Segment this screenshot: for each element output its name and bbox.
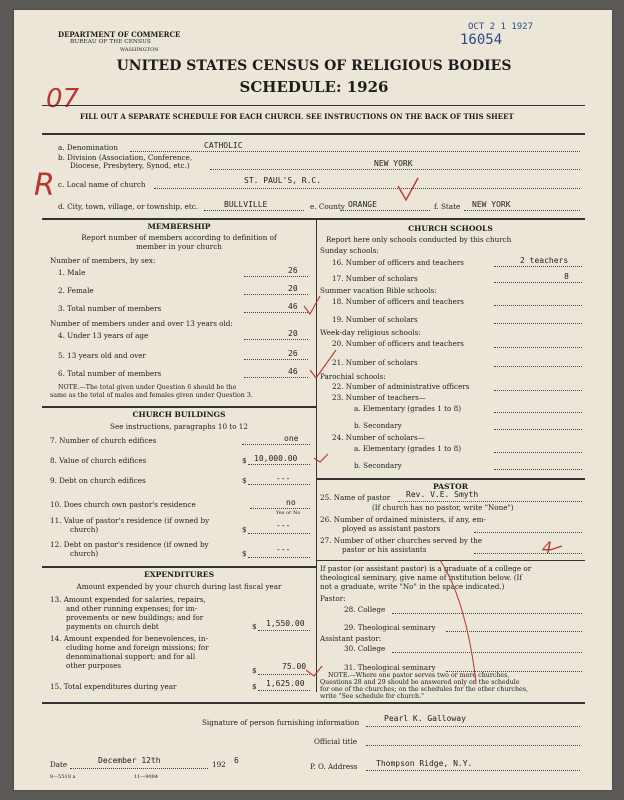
date-label: Date [50, 760, 68, 769]
signature-field[interactable]: Pearl K. Galloway [384, 714, 466, 723]
pastor-name-field[interactable]: Rev. V.E. Smyth [406, 490, 479, 499]
q31-label: 31. Theological seminary [344, 663, 436, 672]
q24a-label: a. Elementary (grades 1 to 8) [354, 444, 461, 453]
q5-label: 5. 13 years old and over [58, 351, 146, 360]
q14-dollar: $ [252, 666, 257, 675]
pastor-sub-label: Pastor: [320, 594, 346, 603]
red-diagonal-line [440, 560, 476, 682]
q27-label: 27. Number of other churches served by the [320, 536, 483, 545]
q11-value-field[interactable]: --- [276, 521, 291, 530]
membership-intro-2: member in your church [136, 242, 222, 251]
q14-label-4: other purposes [66, 661, 122, 670]
by-sex-label: Number of members, by sex: [50, 256, 156, 265]
expenditures-sub: Amount expended by your church during last fiscal year [76, 582, 282, 591]
buildings-sub: See instructions, paragraphs 10 to 12 [110, 422, 248, 431]
po-address-label: P. O. Address [310, 762, 358, 771]
official-title-label: Official title [314, 737, 358, 746]
q13-dollar: $ [252, 622, 257, 631]
q7-edifices-field[interactable]: one [284, 434, 299, 443]
schools-sub: Report here only schools conducted by this church [326, 235, 512, 244]
q8-label: 8. Value of church edifices [50, 456, 147, 465]
denomination-field[interactable]: CATHOLIC [204, 141, 243, 150]
q23-label: 23. Number of teachers— [332, 393, 426, 402]
yes-no-hint: Yes or No [276, 510, 301, 516]
summer-label: Summer vacation Bible schools: [320, 286, 437, 295]
q28-label: 28. College [344, 605, 386, 614]
q10-residence-field[interactable]: no [286, 498, 296, 507]
q18-label: 18. Number of officers and teachers [332, 297, 464, 306]
q1-male-field[interactable]: 26 [288, 266, 298, 275]
buildings-heading: CHURCH BUILDINGS [132, 410, 226, 419]
sunday-label: Sunday schools: [320, 246, 379, 255]
q12-label: 12. Debt on pastor's residence (if owned by [50, 540, 209, 549]
q13-label-3: provements or new buildings; and for [66, 613, 204, 622]
form-title: UNITED STATES CENSUS OF RELIGIOUS BODIES [116, 58, 512, 74]
q25-note: (If church has no pastor, write "None") [372, 503, 514, 512]
form-number: 8—5518 a [50, 774, 76, 780]
q19-label: 19. Number of scholars [332, 315, 418, 324]
q4-under-13-field[interactable]: 20 [288, 329, 298, 338]
q12-label-2: church) [70, 549, 99, 558]
q16-label: 16. Number of officers and teachers [332, 258, 464, 267]
q5-over-13-field[interactable]: 26 [288, 349, 298, 358]
q9-dollar: $ [242, 476, 247, 485]
q15-label: 15. Total expenditures during year [50, 682, 177, 691]
red-marking: 07 [46, 84, 80, 114]
value-check-mark [314, 454, 328, 462]
q12-debt-field[interactable]: --- [276, 545, 291, 554]
q11-dollar: $ [242, 525, 247, 534]
q2-label: 2. Female [58, 286, 94, 295]
division-label-2: Diocese, Presbytery, Synod, etc.) [70, 161, 190, 170]
age-intro-label: Number of members under and over 13 years old: [50, 319, 233, 328]
pastor-note-2: Questions 28 and 29 should be answered only on the schedule [320, 679, 520, 686]
serial-number-stamp: 16054 [460, 32, 503, 48]
membership-note-2: same as the total of males and females given under Question 3. [50, 392, 253, 399]
county-check-mark [398, 178, 418, 200]
q13-label-4: payments on church debt [66, 622, 159, 631]
county-field[interactable]: ORANGE [348, 200, 377, 209]
q22-label: 22. Number of administrative officers [332, 382, 470, 391]
q30-label: 30. College [344, 644, 386, 653]
received-stamp-date: OCT 2 1 1927 [468, 22, 534, 32]
parochial-label: Parochial schools: [320, 372, 386, 381]
print-number: 11—9084 [134, 774, 159, 780]
q8-dollar: $ [242, 456, 247, 465]
assistant-sub-label: Assistant pastor: [320, 634, 382, 643]
county-label: e. County [310, 202, 345, 211]
q6-total-field[interactable]: 46 [288, 367, 298, 376]
q27-label-2: pastor or his assistants [342, 545, 427, 554]
q12-dollar: $ [242, 549, 247, 558]
instruction-line: FILL OUT A SEPARATE SCHEDULE FOR EACH CHURCH. SEE INSTRUCTIONS ON THE BACK OF THIS SHEET [80, 112, 514, 121]
denomination-label: a. Denomination [58, 143, 118, 152]
church-name-label: c. Local name of church [58, 180, 146, 189]
bureau-label: BUREAU OF THE CENSUS [70, 39, 151, 45]
red-r-marking: R [34, 168, 55, 203]
q27-field[interactable]: 4 [542, 538, 553, 557]
q3-label: 3. Total number of members [58, 304, 162, 313]
q15-total-field[interactable]: 1,625.00 [266, 679, 305, 688]
q14-amount-field[interactable]: 75.00 [282, 662, 307, 671]
q25-label: 25. Name of pastor [320, 493, 391, 502]
q10-label: 10. Does church own pastor's residence [50, 500, 196, 509]
q16-field[interactable]: 2 teachers [520, 256, 569, 265]
church-name-field[interactable]: ST. PAUL'S, R.C. [244, 176, 322, 185]
q6-label: 6. Total number of members [58, 369, 162, 378]
expenditures-heading: EXPENDITURES [143, 570, 215, 579]
pastor-heading: PASTOR [432, 482, 469, 491]
q17-label: 17. Number of scholars [332, 274, 418, 283]
pastor-note-4: write "See schedule for church." [320, 693, 424, 700]
signature-label: Signature of person furnishing information [202, 718, 360, 727]
q11-label-2: church) [70, 525, 99, 534]
q1-label: 1. Male [58, 268, 86, 277]
membership-intro: Report number of members according to definition of [81, 233, 277, 242]
po-address-field[interactable]: Thompson Ridge, N.Y. [376, 759, 473, 768]
q24-label: 24. Number of scholars— [332, 433, 425, 442]
q13-label-2: and other running expenses; for im- [66, 604, 198, 613]
year-field[interactable]: 6 [234, 756, 239, 765]
city-town-field[interactable]: BULLVILLE [224, 200, 268, 209]
division-label: b. Division (Association, Conference, [58, 153, 193, 162]
division-field[interactable]: NEW YORK [374, 159, 413, 168]
q9-debt-field[interactable]: --- [276, 474, 291, 483]
graduate-note: If pastor (or assistant pastor) is a graduate of a college or [320, 564, 532, 573]
pastor-check-mark [550, 546, 562, 550]
q7-label: 7. Number of church edifices [50, 436, 157, 445]
red-pencil-marks [14, 10, 612, 790]
q8-value-field[interactable]: 10,000.00 [254, 454, 298, 463]
q13-amount-field[interactable]: 1,550.00 [266, 619, 305, 628]
q24b-label: b. Secondary [354, 461, 402, 470]
q23b-label: b. Secondary [354, 421, 402, 430]
q3-total-field[interactable]: 46 [288, 302, 298, 311]
q29-label: 29. Theological seminary [344, 623, 436, 632]
q26-label: 26. Number of ordained ministers, if any, em- [320, 515, 486, 524]
pastor-note-3: for one of the churches; on the schedules for the other churches, [320, 686, 528, 693]
schedule-title: SCHEDULE: 1926 [239, 78, 389, 96]
q13-label: 13. Amount expended for salaries, repairs, [50, 595, 206, 604]
q21-label: 21. Number of scholars [332, 358, 418, 367]
q2-female-field[interactable]: 20 [288, 284, 298, 293]
city-label: WASHINGTON [120, 47, 159, 53]
weekday-label: Week-day religious schools: [320, 328, 421, 337]
q9-label: 9. Debt on church edifices [50, 476, 146, 485]
state-label: f. State [434, 202, 461, 211]
q4-label: 4. Under 13 years of age [58, 331, 149, 340]
q14-label: 14. Amount expended for benevolences, in- [50, 634, 208, 643]
schools-heading: CHURCH SCHOOLS [408, 224, 493, 233]
q20-label: 20. Number of officers and teachers [332, 339, 464, 348]
q17-field[interactable]: 8 [564, 272, 569, 281]
q11-label: 11. Value of pastor's residence (if owned by [50, 516, 210, 525]
pastor-note: NOTE.—Where one pastor serves two or more churches, [328, 672, 510, 679]
expense-check-mark [306, 666, 322, 676]
date-field[interactable]: December 12th [98, 756, 161, 765]
q26-label-2: ployed as assistant pastors [342, 524, 441, 533]
graduate-note-2: theological seminary, give name of institution below. (If [320, 573, 523, 582]
total6-check-mark [310, 350, 336, 378]
department-label: DEPARTMENT OF COMMERCE [58, 30, 181, 39]
year-prefix: 192 [212, 760, 226, 769]
city-town-label: d. City, town, village, or township, etc. [58, 202, 199, 211]
total-check-mark [304, 296, 320, 314]
q23a-label: a. Elementary (grades 1 to 8) [354, 404, 461, 413]
graduate-note-3: not a graduate, write "No" in the space indicated.) [320, 582, 505, 591]
state-field[interactable]: NEW YORK [472, 200, 511, 209]
membership-heading: MEMBERSHIP [147, 222, 211, 231]
q15-dollar: $ [252, 682, 257, 691]
census-form [14, 10, 612, 790]
q14-label-2: cluding home and foreign missions; for [66, 643, 209, 652]
q14-label-3: denominational support; and for all [66, 652, 196, 661]
membership-note: NOTE.—The total given under Question 6 should be the [58, 384, 237, 391]
